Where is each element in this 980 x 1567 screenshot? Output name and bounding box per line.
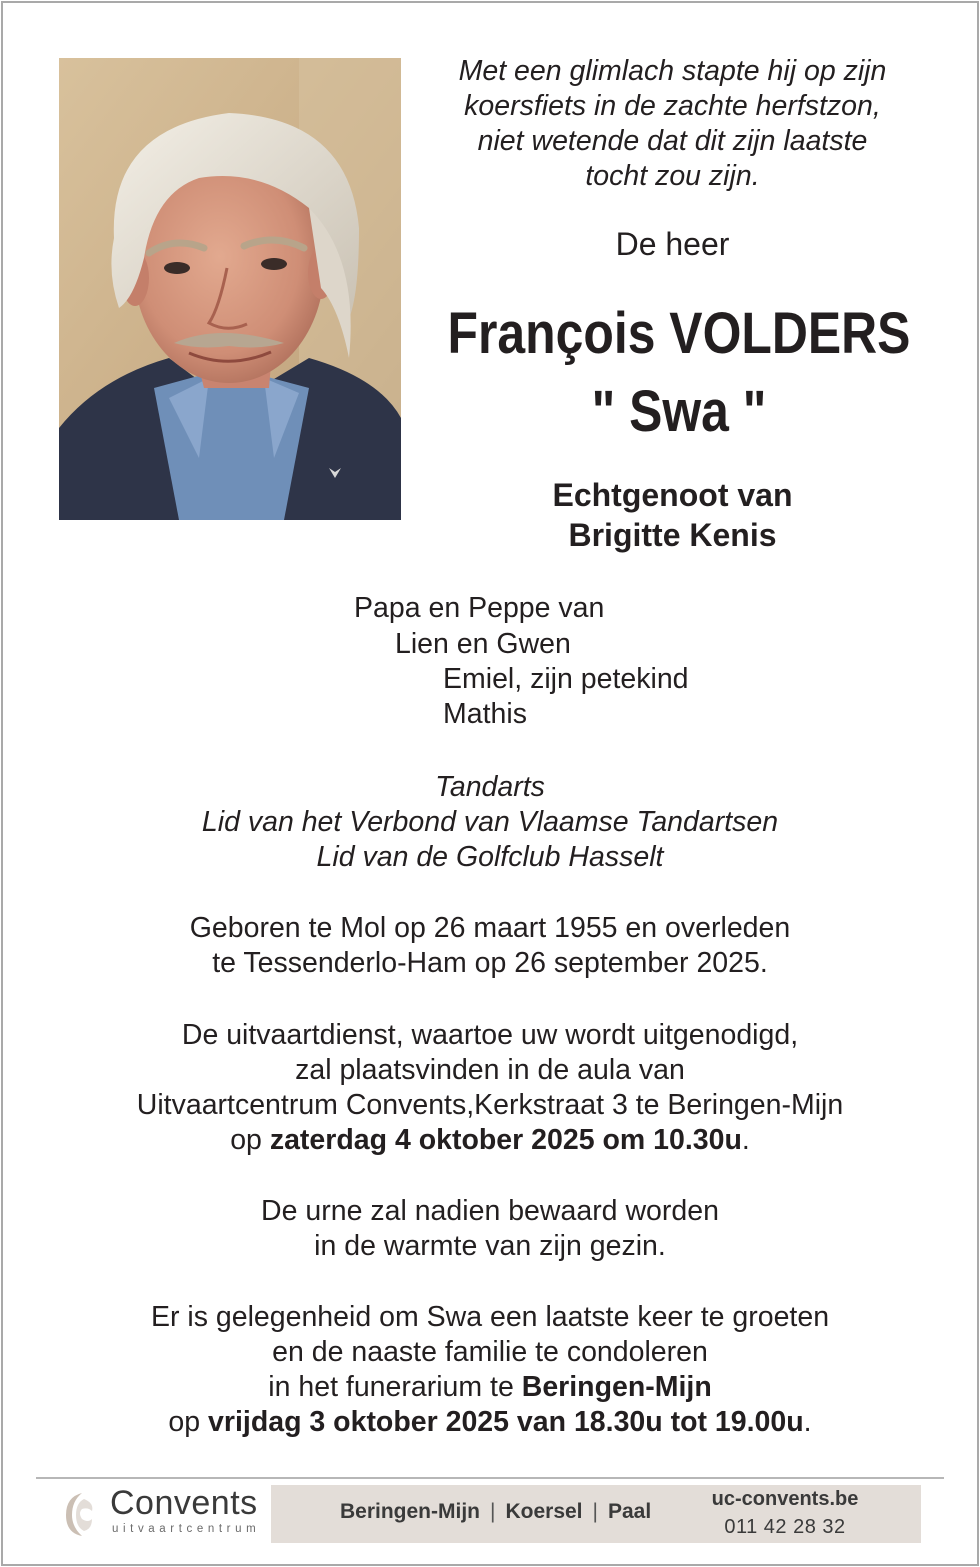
birth-death xyxy=(60,911,920,981)
visitation xyxy=(60,1300,920,1440)
urn-notice xyxy=(60,1194,920,1264)
portrait-photo xyxy=(59,58,401,520)
family-line-1: Papa en Peppe van xyxy=(354,592,605,624)
visitation-place: Beringen-Mijn xyxy=(521,1371,712,1403)
website-link[interactable]: uc-convents.be xyxy=(711,1488,859,1510)
roles xyxy=(60,770,920,875)
poem-line: koersfiets in de zachte herfstzon, xyxy=(464,90,881,122)
role-line: Lid van het Verbond van Vlaamse Tandartsen xyxy=(201,806,779,838)
service-date: zaterdag 4 oktober 2025 om 10.30u xyxy=(269,1124,742,1156)
deceased-name xyxy=(443,295,914,451)
location-beringen-mijn: Beringen-Mijn xyxy=(340,1500,480,1523)
footer-divider xyxy=(36,1477,944,1479)
location-koersel: Koersel xyxy=(505,1500,583,1523)
poem-line: tocht zou zijn. xyxy=(585,160,760,192)
role-line: Tandarts xyxy=(435,771,545,803)
family-line-2: Lien en Gwen xyxy=(395,628,571,660)
nickname: " Swa " xyxy=(591,379,767,444)
footer-locations xyxy=(340,1500,651,1524)
spouse-label: Echtgenoot van xyxy=(552,477,793,513)
separator: | xyxy=(490,1500,496,1523)
role-line: Lid van de Golfclub Hasselt xyxy=(316,841,664,873)
poem xyxy=(410,54,935,194)
salutation: De heer xyxy=(615,226,730,262)
convents-logo xyxy=(62,1484,267,1542)
visitation-date: vrijdag 3 oktober 2025 van 18.30u tot 19.00u xyxy=(208,1406,804,1438)
death-line: te Tessenderlo-Ham op 26 september 2025. xyxy=(212,947,768,979)
poem-line: Met een glimlach stapte hij op zijn xyxy=(458,55,887,87)
urn-line: De urne zal nadien bewaard worden xyxy=(261,1195,719,1227)
poem-line: niet wetende dat dit zijn laatste xyxy=(477,125,868,157)
family-line-4: Mathis xyxy=(443,698,527,730)
family-line-3: Emiel, zijn petekind xyxy=(443,663,689,695)
service-line: De uitvaartdienst, waartoe uw wordt uitgenodigd, xyxy=(181,1019,799,1051)
urn-line: in de warmte van zijn gezin. xyxy=(314,1230,666,1262)
service-date-line xyxy=(60,1123,920,1158)
spouse-info xyxy=(410,475,935,555)
full-name: François VOLDERS xyxy=(447,301,911,366)
logo-subtitle: uitvaartcentrum xyxy=(112,1523,261,1535)
visitation-place-prefix: in het funerarium te xyxy=(268,1371,522,1403)
service-line: Uitvaartcentrum Convents,Kerkstraat 3 te Beringen-Mijn xyxy=(136,1089,844,1121)
visitation-date-prefix: op xyxy=(168,1406,209,1438)
logo-name: Convents xyxy=(110,1484,258,1522)
logo-mark-icon xyxy=(62,1489,98,1539)
service-date-suffix: . xyxy=(741,1124,750,1156)
service-date-prefix: op xyxy=(230,1124,270,1156)
location-paal: Paal xyxy=(607,1500,652,1523)
visitation-date-suffix: . xyxy=(803,1406,812,1438)
service-line: zal plaatsvinden in de aula van xyxy=(295,1054,685,1086)
funeral-service xyxy=(60,1018,920,1158)
visitation-place-line xyxy=(60,1370,920,1405)
birth-line: Geboren te Mol op 26 maart 1955 en overleden xyxy=(189,912,791,944)
visitation-line: en de naaste familie te condoleren xyxy=(272,1336,708,1368)
phone-number: 011 42 28 32 xyxy=(724,1516,846,1538)
visitation-line: Er is gelegenheid om Swa een laatste keer te groeten xyxy=(150,1301,830,1333)
visitation-date-line xyxy=(60,1405,920,1440)
spouse-name: Brigitte Kenis xyxy=(568,517,777,553)
separator: | xyxy=(592,1500,598,1523)
